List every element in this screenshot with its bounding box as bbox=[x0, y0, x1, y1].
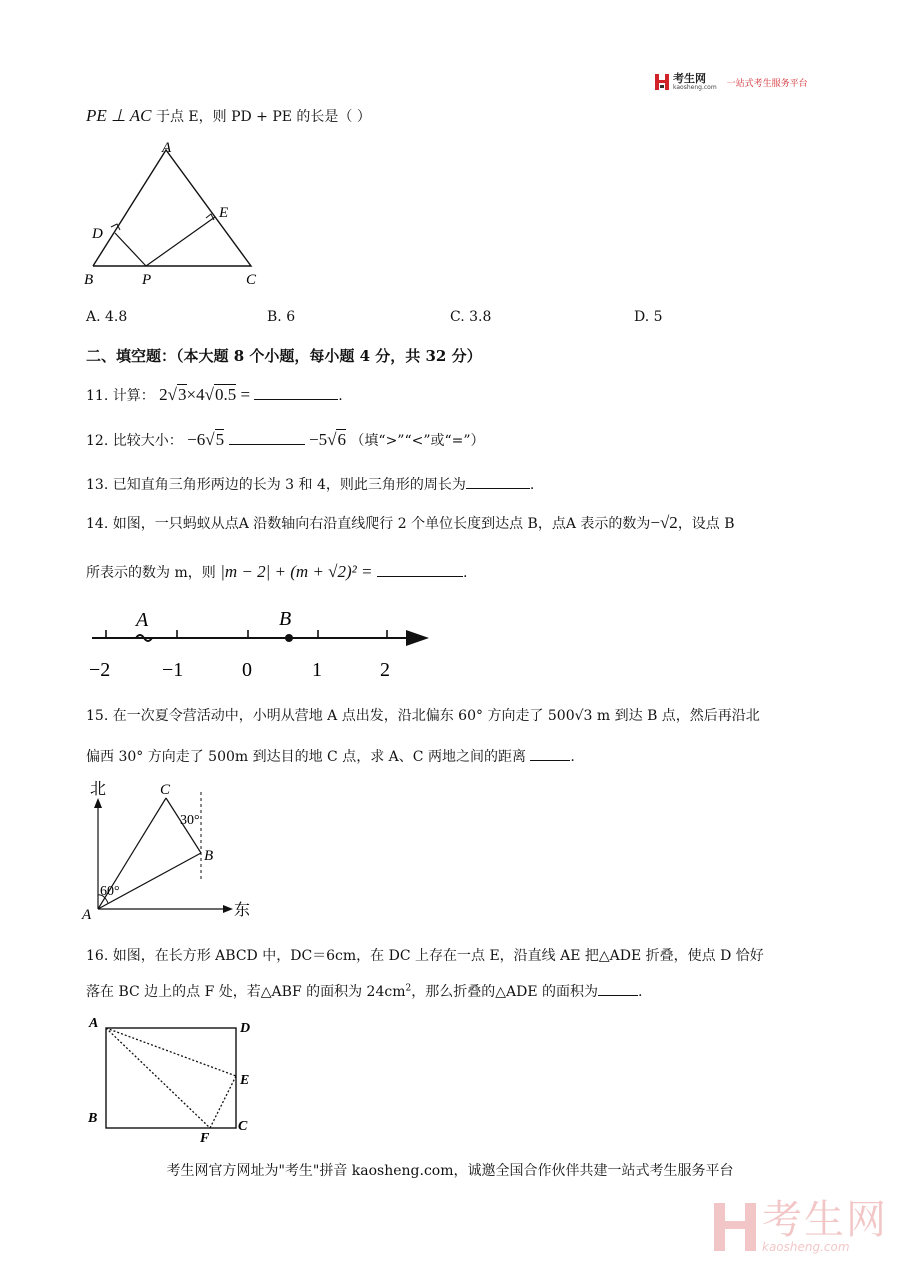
logo-name: 考生网 bbox=[673, 72, 706, 85]
label-B: B bbox=[204, 848, 214, 864]
q16-answer-blank bbox=[598, 981, 638, 996]
label-B: B bbox=[84, 272, 94, 288]
q15-line1: 15. 在一次夏令营活动中，小明从营地 A 点出发，沿北偏东 60° 方向走了 500√3 m 到达 B 点，然后再沿北 bbox=[86, 708, 760, 724]
header-logo bbox=[655, 73, 808, 91]
tick-label: 1 bbox=[312, 659, 322, 681]
q14-line1: 14. 如图，一只蚂蚁从点A 沿数轴向右沿直线爬行 2 个单位长度到达点 B，点A 表示的数为−√2，设点 B bbox=[86, 513, 735, 532]
angle-30-label: 30° bbox=[180, 813, 200, 828]
angle-60-label: 60° bbox=[100, 884, 120, 899]
watermark: 考生网 kaosheng.com bbox=[714, 1200, 888, 1254]
q14-answer-blank bbox=[377, 562, 463, 577]
section-title: 二、填空题：（本大题 8 个小题，每小题 4 分，共 32 分） bbox=[86, 347, 482, 365]
logo-domain: kaosheng.com bbox=[673, 84, 717, 91]
q16-line1: 16. 如图，在长方形 ABCD 中，DC＝6cm，在 DC 上存在一点 E，沿直线 AE 把△ADE 折叠，使点 D 恰好 bbox=[86, 948, 764, 964]
tick-label: −1 bbox=[162, 659, 184, 681]
label-C: C bbox=[238, 1119, 248, 1134]
label-C: C bbox=[160, 782, 171, 798]
label-B: B bbox=[88, 1111, 98, 1126]
q14-line2: 所表示的数为 m，则 |m − 2| + (m + √2)² = . bbox=[86, 562, 468, 581]
q10-option-a: A. 4.8 bbox=[86, 309, 128, 325]
q15-answer-blank bbox=[530, 746, 570, 761]
q10-option-c: C. 3.8 bbox=[450, 309, 492, 325]
q12-answer-blank bbox=[229, 430, 305, 445]
header-slogan: 一站式考生服务平台 bbox=[726, 78, 808, 89]
north-label: 北 bbox=[90, 781, 107, 798]
footer-text: 考生网官方网址为"考生"拼音 kaosheng.com，诚邀全国合作伙伴共建一站式考生服务平台 bbox=[166, 1163, 734, 1179]
q13: 13. 已知直角三角形两边的长为 3 和 4，则此三角形的周长为 . bbox=[86, 474, 534, 494]
label-F: F bbox=[200, 1131, 210, 1142]
q16-rectangle-figure bbox=[84, 1012, 264, 1142]
kaosheng-watermark-icon bbox=[714, 1203, 756, 1251]
label-D: D bbox=[240, 1021, 251, 1036]
tick-label: −2 bbox=[89, 659, 111, 681]
q11-answer-blank bbox=[254, 385, 338, 400]
q15-direction-figure bbox=[80, 776, 260, 926]
q10-option-d: D. 5 bbox=[634, 309, 663, 325]
label-E: E bbox=[219, 205, 229, 221]
label-E: E bbox=[240, 1073, 250, 1088]
label-C: C bbox=[246, 272, 257, 288]
east-label: 东 bbox=[234, 902, 251, 919]
q10-triangle-figure bbox=[76, 138, 286, 293]
tick-label: 2 bbox=[380, 659, 390, 681]
q12: 12. 比较大小： −6√5 −5√6 （填“>”“<”或“=”） bbox=[86, 430, 485, 449]
label-A: A bbox=[162, 140, 172, 156]
label-D: D bbox=[92, 226, 103, 242]
label-A: A bbox=[82, 907, 92, 923]
q11: 11. 计算： 2√3×4√0.5 = . bbox=[86, 385, 343, 404]
point-B-label: B bbox=[279, 608, 292, 630]
label-P: P bbox=[142, 272, 152, 288]
q14-number-line bbox=[84, 600, 434, 682]
q13-answer-blank bbox=[466, 474, 530, 489]
point-A-label: A bbox=[136, 609, 149, 631]
q15-line2: 偏西 30° 方向走了 500m 到达目的地 C 点，求 A、C 两地之间的距离 . bbox=[86, 746, 575, 766]
q10-stem: PE ⊥ AC 于点 E，则 PD + PE 的长是（ ） bbox=[86, 106, 371, 125]
kaosheng-logo-icon bbox=[655, 74, 669, 90]
q10-option-b: B. 6 bbox=[267, 309, 296, 325]
tick-label: 0 bbox=[242, 659, 252, 681]
label-A: A bbox=[89, 1016, 99, 1031]
q16-line2: 落在 BC 边上的点 F 处，若△ABF 的面积为 $24cm^2$，那么折叠的△ADE 的面积为 . bbox=[86, 981, 642, 1001]
